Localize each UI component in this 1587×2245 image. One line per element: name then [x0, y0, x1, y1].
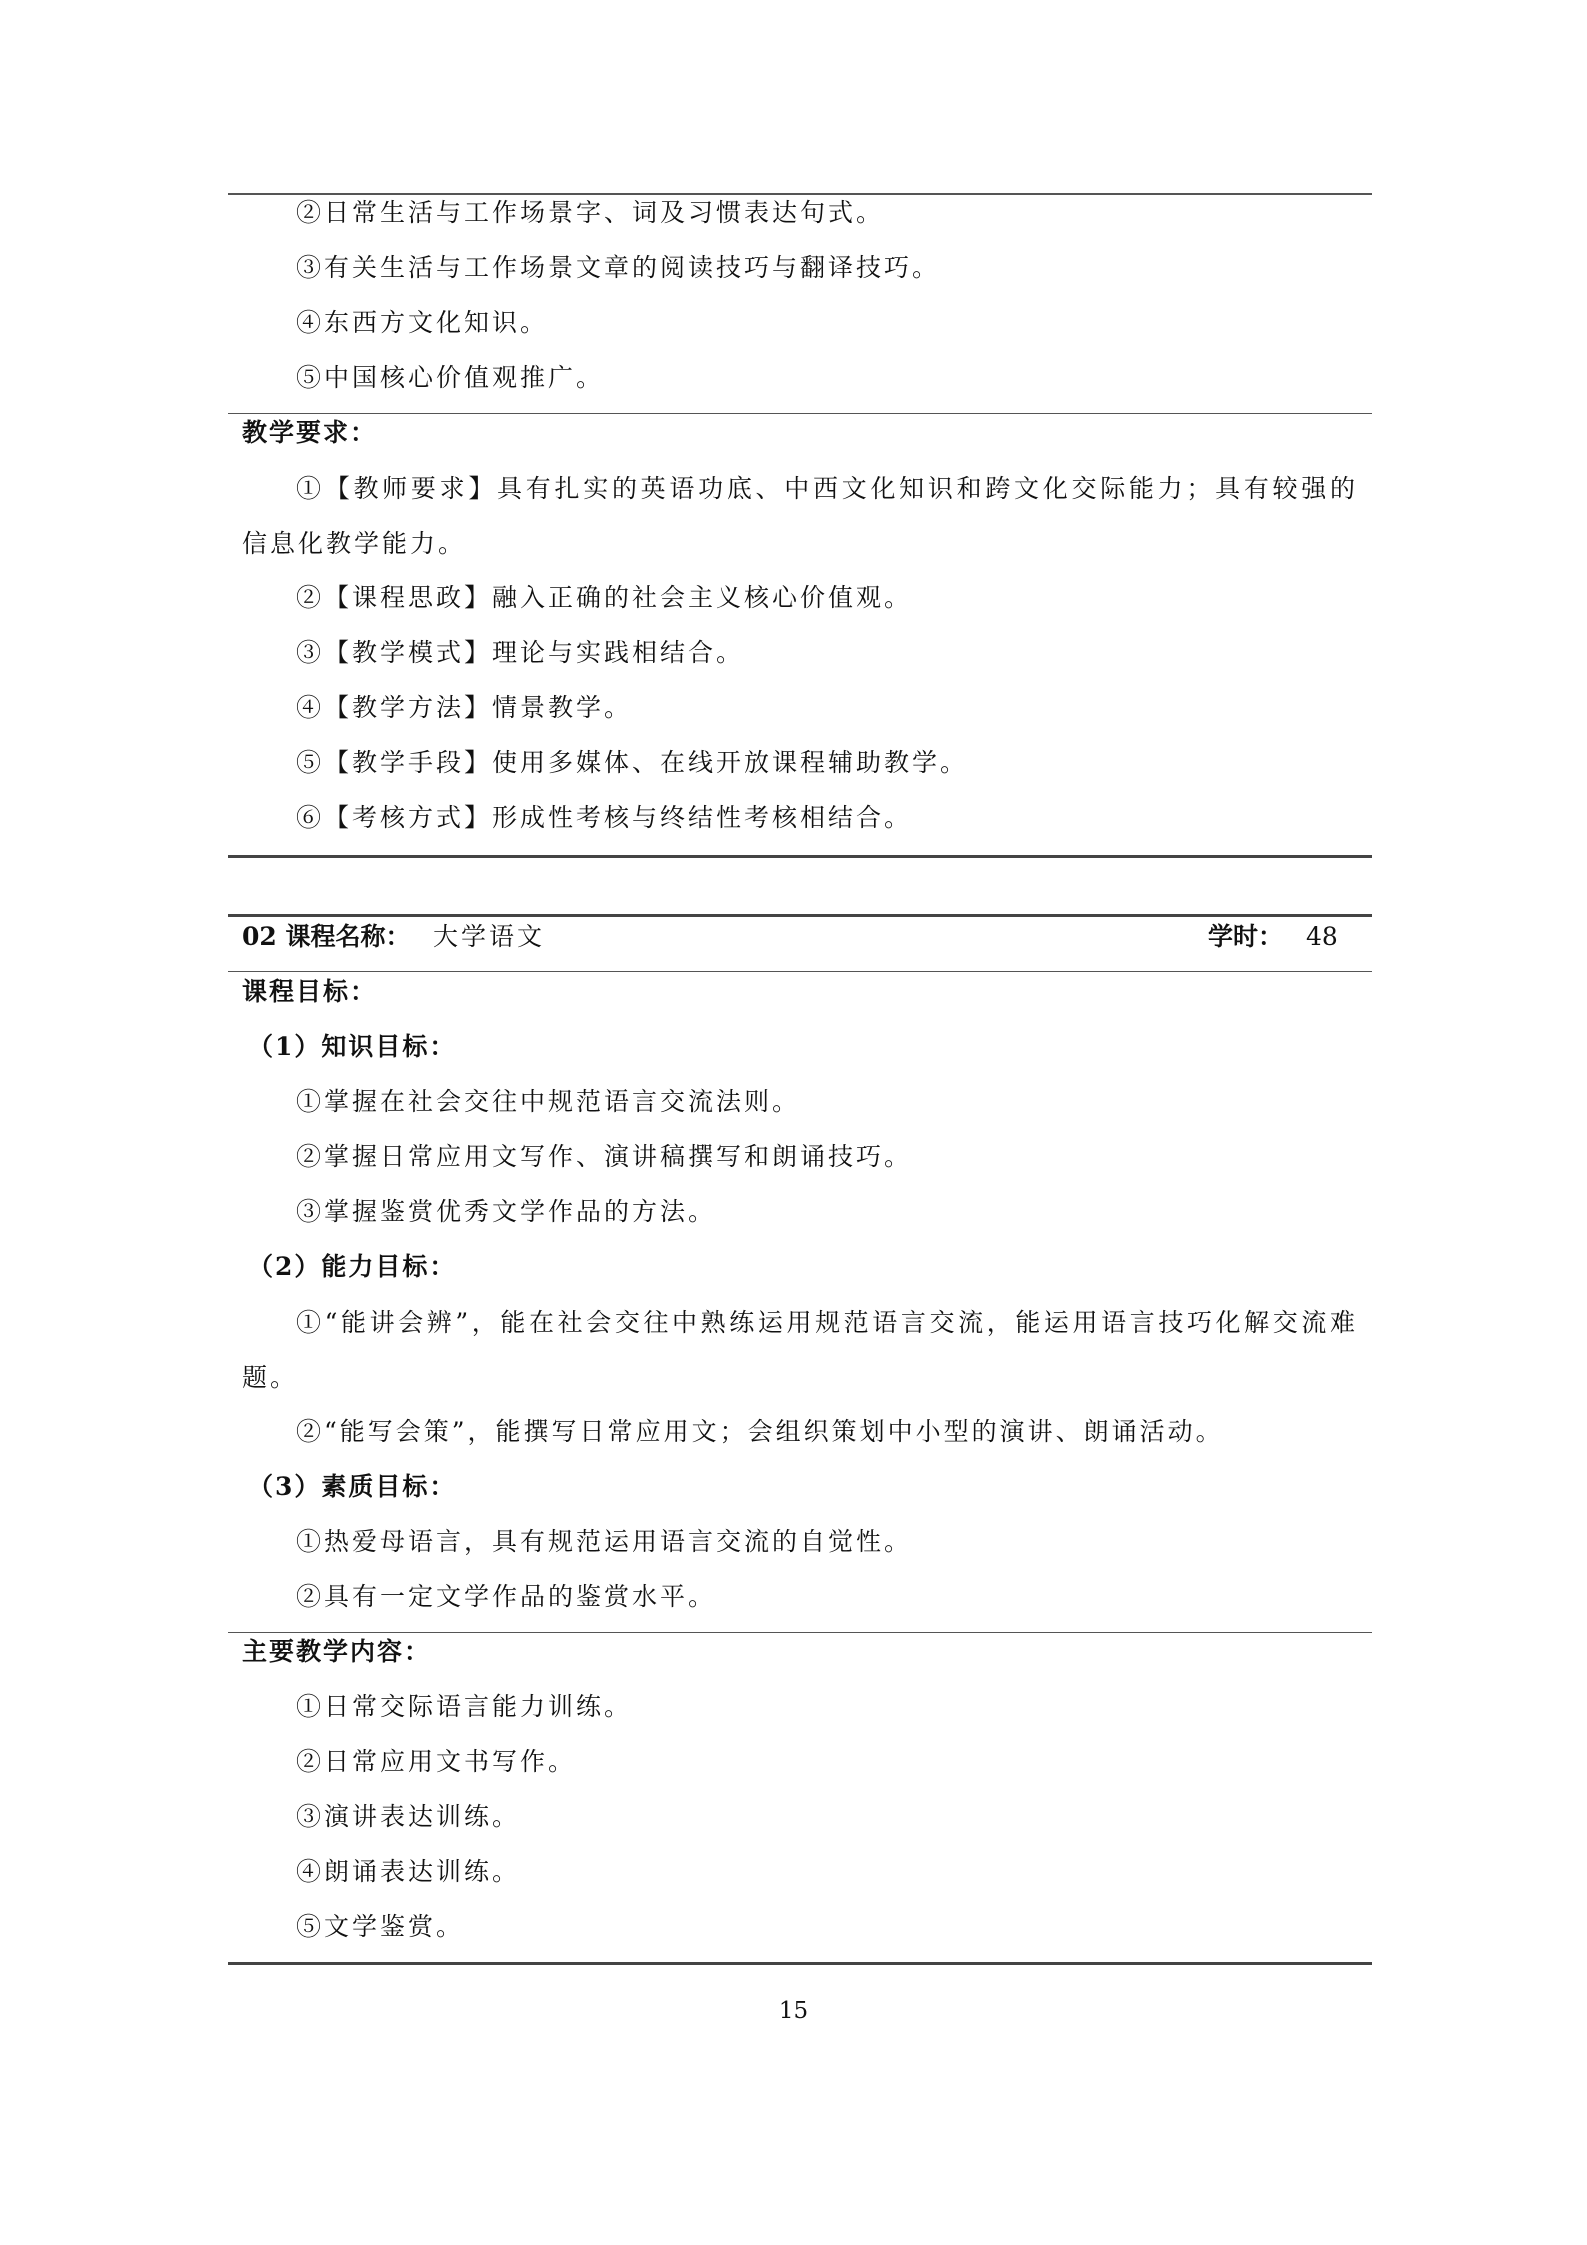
requirement-item: ①【教师要求】具有扎实的英语功底、中西文化知识和跨文化交际能力；具有较强的信息化教学能力。: [242, 474, 1358, 558]
content-item: ④东西方文化知识。: [296, 308, 549, 337]
section-end-rule: [228, 855, 1372, 858]
requirement-item: ③【教学模式】理论与实践相结合。: [296, 638, 745, 667]
requirement-item: ⑥【考核方式】形成性考核与终结性考核相结合。: [296, 803, 913, 832]
goals-heading: 课程目标：: [242, 977, 378, 1006]
content-item: ②日常生活与工作场景字、词及习惯表达句式。: [296, 198, 885, 227]
content-item: ④朗诵表达训练。: [296, 1857, 521, 1886]
content-item: ⑤中国核心价值观推广。: [296, 363, 605, 392]
requirement-item: ④【教学方法】情景教学。: [296, 693, 633, 722]
ability-item: ①“能讲会辨”，能在社会交往中熟练运用规范语言交流，能运用语言技巧化解交流难题。: [242, 1308, 1358, 1392]
content-item: ②日常应用文书写作。: [296, 1747, 577, 1776]
quality-heading: （3）素质目标：: [248, 1472, 457, 1501]
content-item: ⑤文学鉴赏。: [296, 1912, 465, 1941]
knowledge-heading: （1）知识目标：: [248, 1032, 457, 1061]
course-name-label: 02 课程名称：: [242, 922, 411, 951]
knowledge-item: ③掌握鉴赏优秀文学作品的方法。: [296, 1197, 717, 1226]
requirement-item: ②【课程思政】融入正确的社会主义核心价值观。: [296, 583, 913, 612]
content-item: ③有关生活与工作场景文章的阅读技巧与翻译技巧。: [296, 253, 941, 282]
requirements-heading: 教学要求：: [242, 418, 378, 447]
course-bottom-rule: [228, 1962, 1372, 1965]
requirement-item: ⑤【教学手段】使用多媒体、在线开放课程辅助教学。: [296, 748, 969, 777]
course-name: 大学语文: [433, 922, 546, 951]
ability-heading: （2）能力目标：: [248, 1252, 457, 1281]
course-header: [228, 917, 1372, 957]
quality-item: ②具有一定文学作品的鉴赏水平。: [296, 1582, 717, 1611]
knowledge-item: ②掌握日常应用文写作、演讲稿撰写和朗诵技巧。: [296, 1142, 913, 1171]
content-item: ③演讲表达训练。: [296, 1802, 521, 1831]
hours-value: 48: [1306, 922, 1338, 951]
content-heading: 主要教学内容：: [242, 1637, 432, 1666]
quality-item: ①热爱母语言，具有规范运用语言交流的自觉性。: [296, 1527, 913, 1556]
page-number: 15: [778, 1998, 809, 2024]
content-item: ①日常交际语言能力训练。: [296, 1692, 633, 1721]
knowledge-item: ①掌握在社会交往中规范语言交流法则。: [296, 1087, 801, 1116]
hours-label: 学时：: [1208, 922, 1284, 951]
ability-item: ②“能写会策”，能撰写日常应用文；会组织策划中小型的演讲、朗诵活动。: [296, 1417, 1224, 1446]
